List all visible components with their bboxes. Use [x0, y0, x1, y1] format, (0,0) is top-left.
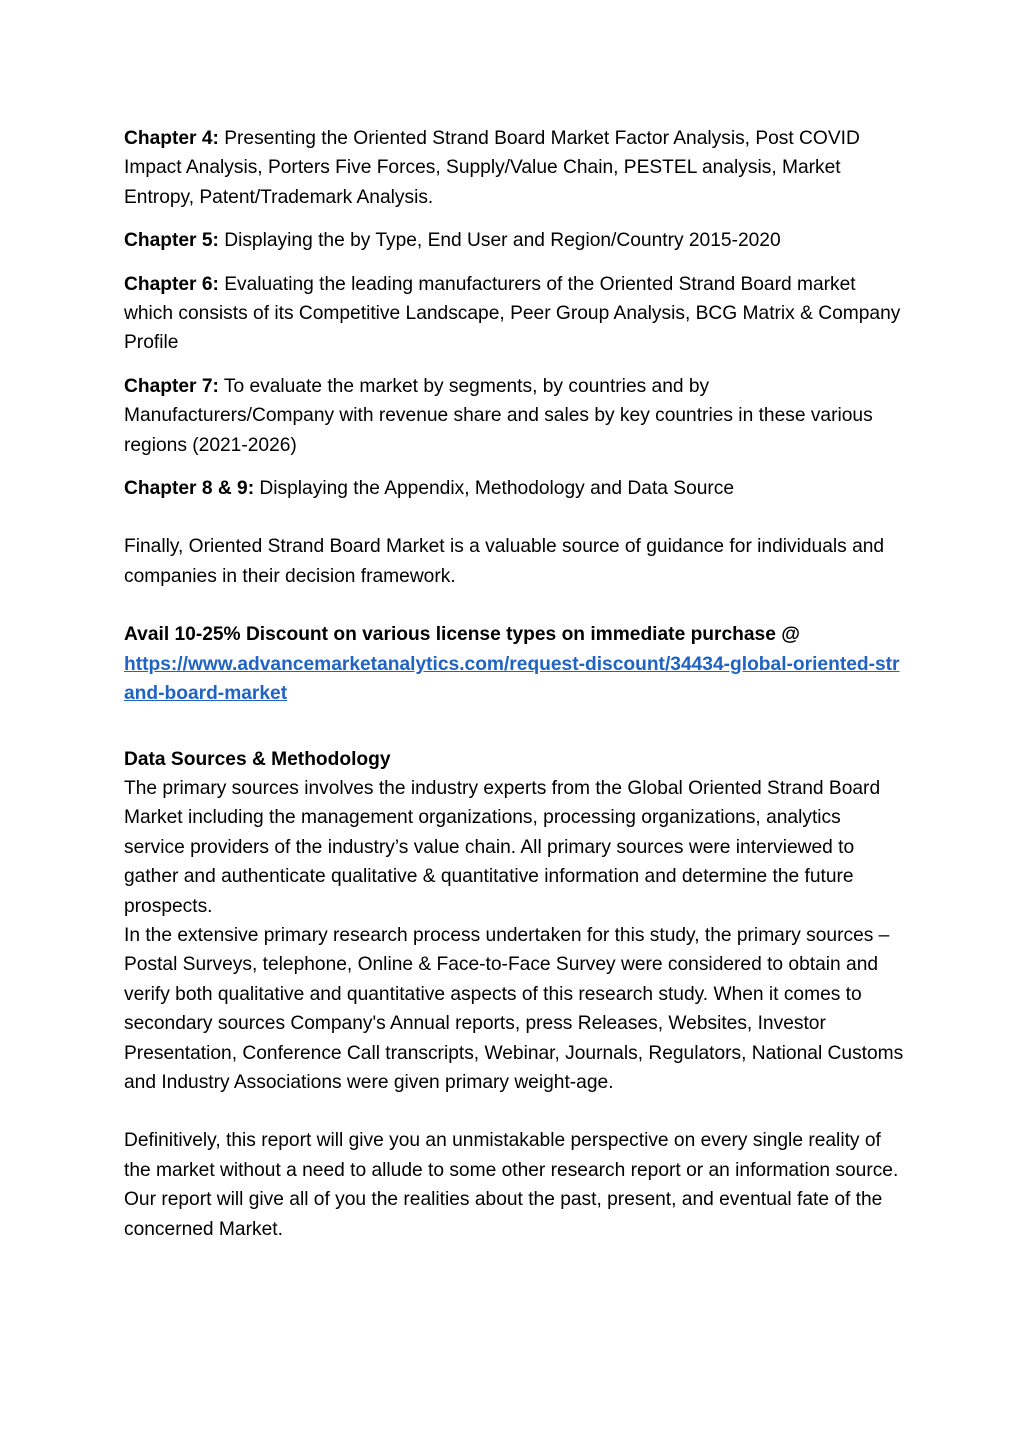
chapter-8-9-text: Displaying the Appendix, Methodology and Data Source [254, 478, 735, 500]
chapter-7-paragraph [124, 372, 904, 460]
chapter-6-text: Evaluating the leading manufacturers of the Oriented Strand Board market which consists of its Competitive Landscape, Peer Group Analysis, BCG Matrix & Company Profile [124, 273, 901, 354]
chapter-4-label: Chapter 4: [124, 128, 219, 149]
chapter-7-label: Chapter 7: [124, 375, 219, 397]
chapter-6-label: Chapter 6: [124, 273, 219, 295]
chapter-5-label: Chapter 5: [124, 230, 219, 252]
methodology-paragraph-1: The primary sources involves the industry experts from the Global Oriented Strand Board Market including the management organizations, processing organizations, analytics service providers of the industry’s value chain. All primary sources were interviewed to gather and authenticate qualitative & quantitative information and determine the future prospects. [124, 777, 881, 917]
chapter-4-text: Presenting the Oriented Strand Board Market Factor Analysis, Post COVID Impact Analysis, Porters Five Forces, Supply/Value Chain, PESTEL analysis, Market Entropy, Patent/Trademark Analysis. [124, 128, 860, 208]
chapter-5-text: Displaying the by Type, End User and Region/Country 2015-2020 [218, 230, 781, 252]
chapter-8-9-label: Chapter 8 & 9: [124, 478, 255, 500]
chapter-5-paragraph [124, 226, 904, 255]
methodology-heading: Data Sources & Methodology [124, 748, 391, 770]
methodology-paragraph-2: In the extensive primary research process undertaken for this study, the primary sources – Postal Surveys, telephone, Online & Face-to-Face Survey were considered to obtain and verify both qualitative and quantitative aspects of this research study. When it comes to secondary sources Company's Annual reports, press Releases, Websites, Investor Presentation, Conference Call transcripts, Webinar, Journals, Regulators, National Customs and Industry Associations were given primary weight-age. [124, 924, 904, 1093]
finally-paragraph: Finally, Oriented Strand Board Market is a valuable source of guidance for individuals and companies in their decision framework. [124, 536, 885, 587]
chapter-6-paragraph [124, 270, 904, 358]
chapter-7-text: To evaluate the market by segments, by countries and by Manufacturers/Company with revenue share and sales by key countries in these various regions (2021-2026) [124, 375, 873, 456]
chapter-8-9-paragraph [124, 474, 904, 503]
closing-paragraph: Definitively, this report will give you an unmistakable perspective on every single reality of the market without a need to allude to some other research report or an information source. Our report will give all of you the realities about the past, present, and eventual fate of the concerned Market. [124, 1130, 899, 1240]
document-page [124, 124, 904, 1244]
chapter-4-paragraph [124, 124, 904, 212]
discount-text: Avail 10-25% Discount on various license types on immediate purchase @ [124, 624, 800, 646]
discount-paragraph [124, 620, 904, 708]
discount-link[interactable]: https://www.advancemarketanalytics.com/request-discount/34434-global-oriented-strand-board-market [124, 653, 900, 705]
